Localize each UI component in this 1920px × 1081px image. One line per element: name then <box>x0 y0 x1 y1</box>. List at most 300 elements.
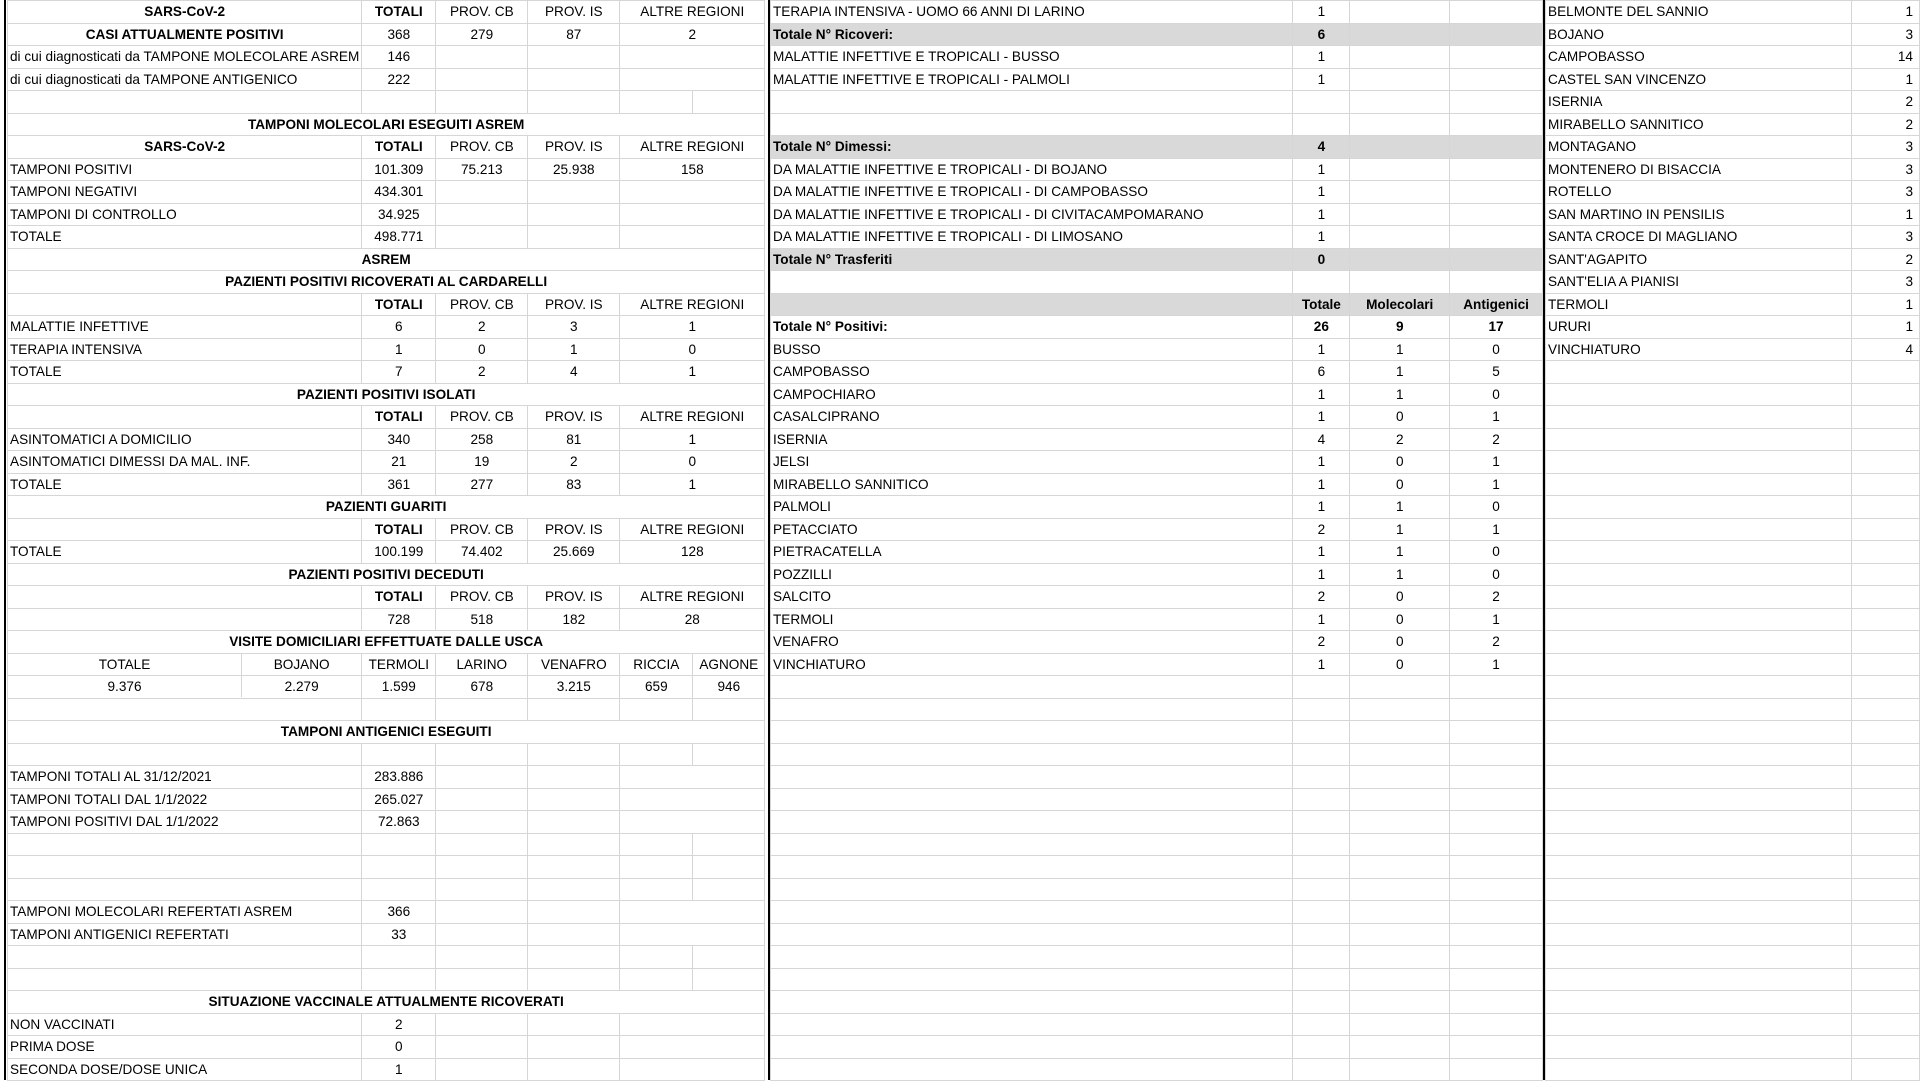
value-cell[interactable]: 158 <box>620 158 765 181</box>
value-cell[interactable] <box>620 1058 765 1081</box>
count-cell[interactable] <box>1852 676 1920 699</box>
row-label-cell[interactable]: di cui diagnosticati da TAMPONE ANTIGENICO <box>8 68 362 91</box>
value-cell[interactable] <box>620 68 765 91</box>
value-cell[interactable] <box>1293 946 1350 969</box>
value-cell[interactable]: 340 <box>362 428 436 451</box>
value-cell[interactable] <box>528 766 620 789</box>
value-cell[interactable]: 5 <box>1450 361 1543 384</box>
value-cell[interactable]: 100.199 <box>362 541 436 564</box>
value-cell[interactable]: 2 <box>620 23 765 46</box>
header-label-cell[interactable] <box>8 406 362 429</box>
value-cell[interactable]: 2 <box>1293 518 1350 541</box>
value-cell[interactable] <box>1450 1 1543 24</box>
empty-cell[interactable] <box>8 743 362 766</box>
count-cell[interactable] <box>1852 451 1920 474</box>
value-cell[interactable] <box>528 1036 620 1059</box>
municipality-cell[interactable]: URURI <box>1546 316 1852 339</box>
value-cell[interactable] <box>1350 136 1450 159</box>
row-label-cell[interactable]: SALCITO <box>771 586 1293 609</box>
empty-cell[interactable] <box>8 833 362 856</box>
usca-cell[interactable]: TOTALE <box>8 654 242 675</box>
row-label-cell[interactable]: Totale N° Dimessi: <box>771 136 1293 159</box>
value-cell[interactable]: 728 <box>362 608 436 631</box>
row-label-cell[interactable]: ASINTOMATICI A DOMICILIO <box>8 428 362 451</box>
row-label-cell[interactable] <box>771 698 1293 721</box>
usca-cell[interactable]: AGNONE <box>693 653 765 676</box>
value-cell[interactable] <box>620 46 765 69</box>
value-cell[interactable]: 17 <box>1450 316 1543 339</box>
count-cell[interactable]: 3 <box>1852 271 1920 294</box>
value-cell[interactable]: 1 <box>620 473 765 496</box>
header-label-cell[interactable] <box>8 518 362 541</box>
municipality-cell[interactable] <box>1546 631 1852 654</box>
value-cell[interactable] <box>620 1036 765 1059</box>
value-cell[interactable] <box>1293 878 1350 901</box>
municipality-cell[interactable]: CAMPOBASSO <box>1546 46 1852 69</box>
value-cell[interactable]: 0 <box>436 338 528 361</box>
value-cell[interactable] <box>1350 968 1450 991</box>
value-cell[interactable] <box>436 203 528 226</box>
value-cell[interactable]: 0 <box>620 451 765 474</box>
value-cell[interactable] <box>436 901 528 924</box>
value-cell[interactable]: 1 <box>620 361 765 384</box>
municipality-cell[interactable] <box>1546 653 1852 676</box>
empty-cell[interactable] <box>8 91 362 114</box>
header-cell[interactable]: ALTRE REGIONI <box>620 136 765 159</box>
value-cell[interactable]: 2 <box>1350 428 1450 451</box>
empty-cell[interactable] <box>620 878 693 901</box>
header-cell[interactable]: TOTALI <box>362 1 436 24</box>
municipality-cell[interactable] <box>1546 563 1852 586</box>
municipality-cell[interactable] <box>1546 361 1852 384</box>
empty-cell[interactable] <box>693 833 765 856</box>
value-cell[interactable] <box>1450 991 1543 1014</box>
empty-cell[interactable] <box>362 968 436 991</box>
value-cell[interactable]: 2 <box>1450 586 1543 609</box>
header-cell[interactable]: TOTALI <box>362 406 436 429</box>
row-label-cell[interactable]: DA MALATTIE INFETTIVE E TROPICALI - DI BOJANO <box>771 158 1293 181</box>
header-cell[interactable]: PROV. IS <box>528 293 620 316</box>
value-cell[interactable] <box>1350 1058 1450 1081</box>
row-label-cell[interactable] <box>771 788 1293 811</box>
value-cell[interactable] <box>1350 788 1450 811</box>
empty-cell[interactable] <box>436 743 528 766</box>
value-cell[interactable]: 1 <box>1293 1 1350 24</box>
row-label-cell[interactable]: TOTALE <box>8 226 362 249</box>
value-cell[interactable]: 9 <box>1350 316 1450 339</box>
value-cell[interactable]: 0 <box>620 338 765 361</box>
municipality-cell[interactable] <box>1546 473 1852 496</box>
count-cell[interactable]: 1 <box>1852 293 1920 316</box>
row-label-cell[interactable] <box>771 968 1293 991</box>
count-cell[interactable] <box>1852 406 1920 429</box>
value-cell[interactable]: 1 <box>1293 338 1350 361</box>
empty-cell[interactable] <box>620 968 693 991</box>
usca-cell[interactable]: BOJANO <box>273 656 330 672</box>
value-cell[interactable] <box>1350 23 1450 46</box>
value-cell[interactable] <box>620 226 765 249</box>
value-cell[interactable]: 0 <box>1293 248 1350 271</box>
municipality-cell[interactable] <box>1546 991 1852 1014</box>
value-cell[interactable]: 1 <box>1450 518 1543 541</box>
value-cell[interactable]: 74.402 <box>436 541 528 564</box>
row-label-cell[interactable]: Totale N° Ricoveri: <box>771 23 1293 46</box>
value-cell[interactable] <box>436 46 528 69</box>
section-title-cell[interactable]: VISITE DOMICILIARI EFFETTUATE DALLE USCA <box>8 631 765 654</box>
usca-cell[interactable]: 1.599 <box>362 676 436 699</box>
value-cell[interactable]: 518 <box>436 608 528 631</box>
value-cell[interactable] <box>528 181 620 204</box>
row-label-cell[interactable]: DA MALATTIE INFETTIVE E TROPICALI - DI LIMOSANO <box>771 226 1293 249</box>
value-cell[interactable]: Antigenici <box>1450 293 1543 316</box>
empty-cell[interactable] <box>620 743 693 766</box>
section-title-cell[interactable]: PAZIENTI POSITIVI DECEDUTI <box>8 563 765 586</box>
value-cell[interactable] <box>1450 1058 1543 1081</box>
count-cell[interactable] <box>1852 991 1920 1014</box>
municipality-cell[interactable]: SANTA CROCE DI MAGLIANO <box>1546 226 1852 249</box>
municipality-cell[interactable] <box>1546 856 1852 879</box>
value-cell[interactable]: 1 <box>1350 496 1450 519</box>
empty-cell[interactable] <box>362 856 436 879</box>
empty-cell[interactable] <box>436 91 528 114</box>
empty-cell[interactable] <box>362 743 436 766</box>
header-cell[interactable]: PROV. CB <box>436 1 528 24</box>
municipality-cell[interactable] <box>1546 788 1852 811</box>
row-label-cell[interactable]: TAMPONI POSITIVI DAL 1/1/2022 <box>8 811 362 834</box>
municipality-cell[interactable] <box>1546 676 1852 699</box>
empty-cell[interactable] <box>436 698 528 721</box>
value-cell[interactable]: 0 <box>1350 473 1450 496</box>
value-cell[interactable] <box>1450 1013 1543 1036</box>
value-cell[interactable] <box>620 923 765 946</box>
row-label-cell[interactable]: PETACCIATO <box>771 518 1293 541</box>
value-cell[interactable]: 2 <box>1293 586 1350 609</box>
value-cell[interactable]: 366 <box>362 901 436 924</box>
value-cell[interactable]: 26 <box>1293 316 1350 339</box>
row-label-cell[interactable]: TOTALE <box>8 473 362 496</box>
empty-cell[interactable] <box>620 698 693 721</box>
row-label-cell[interactable] <box>771 833 1293 856</box>
usca-cell[interactable]: LARINO <box>436 653 528 676</box>
value-cell[interactable] <box>1293 698 1350 721</box>
header-cell[interactable]: PROV. CB <box>436 293 528 316</box>
municipality-cell[interactable] <box>1546 833 1852 856</box>
value-cell[interactable]: 2 <box>1293 631 1350 654</box>
row-label-cell[interactable]: POZZILLI <box>771 563 1293 586</box>
empty-cell[interactable] <box>528 946 620 969</box>
value-cell[interactable]: 1 <box>620 428 765 451</box>
count-cell[interactable] <box>1852 833 1920 856</box>
header-label-cell[interactable] <box>8 293 362 316</box>
value-cell[interactable]: 146 <box>362 46 436 69</box>
row-label-cell[interactable] <box>771 1013 1293 1036</box>
value-cell[interactable]: 19 <box>436 451 528 474</box>
count-cell[interactable] <box>1852 1013 1920 1036</box>
empty-cell[interactable] <box>362 946 436 969</box>
row-label-cell[interactable] <box>771 91 1293 114</box>
row-label-cell[interactable] <box>771 721 1293 744</box>
value-cell[interactable] <box>1450 788 1543 811</box>
value-cell[interactable]: 1 <box>1293 541 1350 564</box>
empty-cell[interactable] <box>8 698 362 721</box>
municipality-cell[interactable] <box>1546 428 1852 451</box>
municipality-cell[interactable] <box>1546 743 1852 766</box>
value-cell[interactable]: 1 <box>1293 608 1350 631</box>
value-cell[interactable]: 1 <box>1350 518 1450 541</box>
value-cell[interactable]: 434.301 <box>362 181 436 204</box>
value-cell[interactable] <box>436 68 528 91</box>
value-cell[interactable]: 1 <box>1350 541 1450 564</box>
value-cell[interactable]: 0 <box>362 1036 436 1059</box>
row-label-cell[interactable]: TAMPONI TOTALI DAL 1/1/2022 <box>8 788 362 811</box>
row-label-cell[interactable]: VINCHIATURO <box>771 653 1293 676</box>
value-cell[interactable] <box>1350 698 1450 721</box>
value-cell[interactable] <box>1350 1 1450 24</box>
value-cell[interactable]: 34.925 <box>362 203 436 226</box>
municipality-cell[interactable] <box>1546 496 1852 519</box>
value-cell[interactable]: 0 <box>1450 496 1543 519</box>
empty-cell[interactable] <box>436 856 528 879</box>
count-cell[interactable]: 3 <box>1852 226 1920 249</box>
value-cell[interactable]: 3 <box>528 316 620 339</box>
value-cell[interactable]: 4 <box>1293 136 1350 159</box>
value-cell[interactable] <box>1293 1058 1350 1081</box>
value-cell[interactable] <box>1450 46 1543 69</box>
value-cell[interactable] <box>1350 1013 1450 1036</box>
value-cell[interactable] <box>1450 698 1543 721</box>
count-cell[interactable] <box>1852 518 1920 541</box>
row-label-cell[interactable]: TAMPONI DI CONTROLLO <box>8 203 362 226</box>
empty-cell[interactable] <box>528 91 620 114</box>
value-cell[interactable] <box>1350 676 1450 699</box>
count-cell[interactable]: 1 <box>1852 203 1920 226</box>
municipality-cell[interactable]: TERMOLI <box>1546 293 1852 316</box>
count-cell[interactable] <box>1852 878 1920 901</box>
municipality-cell[interactable]: VINCHIATURO <box>1546 338 1852 361</box>
value-cell[interactable] <box>1350 226 1450 249</box>
value-cell[interactable]: 0 <box>1350 608 1450 631</box>
value-cell[interactable]: 81 <box>528 428 620 451</box>
row-label-cell[interactable]: TERAPIA INTENSIVA <box>8 338 362 361</box>
header-cell[interactable]: PROV. CB <box>436 518 528 541</box>
empty-cell[interactable] <box>8 878 362 901</box>
value-cell[interactable]: 2 <box>362 1013 436 1036</box>
value-cell[interactable] <box>1450 901 1543 924</box>
value-cell[interactable]: 1 <box>1450 473 1543 496</box>
value-cell[interactable]: 0 <box>1350 406 1450 429</box>
count-cell[interactable] <box>1852 811 1920 834</box>
count-cell[interactable] <box>1852 631 1920 654</box>
municipality-cell[interactable]: CASTEL SAN VINCENZO <box>1546 68 1852 91</box>
value-cell[interactable]: 1 <box>1293 68 1350 91</box>
count-cell[interactable] <box>1852 946 1920 969</box>
value-cell[interactable] <box>528 68 620 91</box>
value-cell[interactable]: 2 <box>436 361 528 384</box>
row-label-cell[interactable]: CASI ATTUALMENTE POSITIVI <box>8 23 362 46</box>
value-cell[interactable] <box>1450 923 1543 946</box>
usca-cell-pair[interactable] <box>8 676 362 699</box>
municipality-cell[interactable]: ROTELLO <box>1546 181 1852 204</box>
value-cell[interactable] <box>436 766 528 789</box>
value-cell[interactable] <box>1450 766 1543 789</box>
value-cell[interactable]: 1 <box>1293 496 1350 519</box>
value-cell[interactable]: 128 <box>620 541 765 564</box>
value-cell[interactable]: 1 <box>1293 451 1350 474</box>
count-cell[interactable]: 3 <box>1852 158 1920 181</box>
municipality-cell[interactable] <box>1546 698 1852 721</box>
value-cell[interactable]: 21 <box>362 451 436 474</box>
value-cell[interactable] <box>1350 721 1450 744</box>
count-cell[interactable]: 1 <box>1852 68 1920 91</box>
count-cell[interactable]: 4 <box>1852 338 1920 361</box>
row-label-cell[interactable]: MALATTIE INFETTIVE E TROPICALI - BUSSO <box>771 46 1293 69</box>
value-cell[interactable]: 1 <box>362 338 436 361</box>
value-cell[interactable]: 1 <box>528 338 620 361</box>
usca-cell[interactable]: RICCIA <box>620 653 693 676</box>
header-label-cell[interactable]: SARS-CoV-2 <box>8 136 362 159</box>
value-cell[interactable] <box>1293 721 1350 744</box>
value-cell[interactable] <box>1350 46 1450 69</box>
value-cell[interactable] <box>1450 91 1543 114</box>
value-cell[interactable]: 0 <box>1450 563 1543 586</box>
value-cell[interactable] <box>1450 878 1543 901</box>
empty-cell[interactable] <box>620 946 693 969</box>
count-cell[interactable] <box>1852 968 1920 991</box>
row-label-cell[interactable] <box>771 113 1293 136</box>
count-cell[interactable]: 2 <box>1852 248 1920 271</box>
row-label-cell[interactable]: TAMPONI TOTALI AL 31/12/2021 <box>8 766 362 789</box>
header-cell[interactable]: PROV. IS <box>528 586 620 609</box>
value-cell[interactable]: 25.669 <box>528 541 620 564</box>
value-cell[interactable] <box>1293 923 1350 946</box>
row-label-cell[interactable] <box>771 901 1293 924</box>
value-cell[interactable] <box>436 811 528 834</box>
row-label-cell[interactable] <box>771 766 1293 789</box>
value-cell[interactable] <box>1293 271 1350 294</box>
value-cell[interactable]: 1 <box>1450 451 1543 474</box>
row-label-cell[interactable]: TAMPONI NEGATIVI <box>8 181 362 204</box>
value-cell[interactable]: 0 <box>1350 451 1450 474</box>
empty-cell[interactable] <box>693 856 765 879</box>
municipality-cell[interactable] <box>1546 586 1852 609</box>
municipality-cell[interactable] <box>1546 968 1852 991</box>
municipality-cell[interactable] <box>1546 518 1852 541</box>
empty-cell[interactable] <box>693 968 765 991</box>
value-cell[interactable]: 1 <box>1350 383 1450 406</box>
value-cell[interactable]: 2 <box>528 451 620 474</box>
usca-cell[interactable]: TERMOLI <box>362 653 436 676</box>
municipality-cell[interactable] <box>1546 541 1852 564</box>
empty-cell[interactable] <box>8 856 362 879</box>
value-cell[interactable] <box>1450 946 1543 969</box>
count-cell[interactable]: 1 <box>1852 1 1920 24</box>
header-cell[interactable]: TOTALI <box>362 136 436 159</box>
value-cell[interactable]: 33 <box>362 923 436 946</box>
value-cell[interactable]: 265.027 <box>362 788 436 811</box>
value-cell[interactable] <box>528 203 620 226</box>
value-cell[interactable] <box>620 203 765 226</box>
empty-cell[interactable] <box>528 856 620 879</box>
row-label-cell[interactable]: SECONDA DOSE/DOSE UNICA <box>8 1058 362 1081</box>
count-cell[interactable] <box>1852 856 1920 879</box>
row-label-cell[interactable]: PALMOLI <box>771 496 1293 519</box>
value-cell[interactable] <box>1450 856 1543 879</box>
value-cell[interactable]: 1 <box>1450 653 1543 676</box>
empty-cell[interactable] <box>436 833 528 856</box>
value-cell[interactable] <box>1350 833 1450 856</box>
count-cell[interactable] <box>1852 788 1920 811</box>
header-cell[interactable]: PROV. IS <box>528 1 620 24</box>
value-cell[interactable] <box>1350 68 1450 91</box>
value-cell[interactable]: 1 <box>1350 338 1450 361</box>
header-label-cell[interactable]: SARS-CoV-2 <box>8 1 362 24</box>
section-title-cell[interactable]: PAZIENTI POSITIVI RICOVERATI AL CARDARELLI <box>8 271 765 294</box>
municipality-cell[interactable]: BOJANO <box>1546 23 1852 46</box>
value-cell[interactable] <box>1450 226 1543 249</box>
row-label-cell[interactable] <box>771 991 1293 1014</box>
count-cell[interactable] <box>1852 1036 1920 1059</box>
value-cell[interactable] <box>1450 721 1543 744</box>
value-cell[interactable]: 283.886 <box>362 766 436 789</box>
municipality-cell[interactable] <box>1546 406 1852 429</box>
empty-cell[interactable] <box>693 91 765 114</box>
count-cell[interactable]: 2 <box>1852 113 1920 136</box>
value-cell[interactable] <box>620 181 765 204</box>
value-cell[interactable] <box>1450 1036 1543 1059</box>
value-cell[interactable] <box>1293 766 1350 789</box>
row-label-cell[interactable]: PIETRACATELLA <box>771 541 1293 564</box>
value-cell[interactable] <box>528 923 620 946</box>
row-label-cell[interactable]: PRIMA DOSE <box>8 1036 362 1059</box>
value-cell[interactable]: 1 <box>362 1058 436 1081</box>
value-cell[interactable] <box>1293 991 1350 1014</box>
row-label-cell[interactable] <box>771 1036 1293 1059</box>
row-label-cell[interactable]: MALATTIE INFETTIVE <box>8 316 362 339</box>
row-label-cell[interactable]: ASINTOMATICI DIMESSI DA MAL. INF. <box>8 451 362 474</box>
header-cell[interactable]: TOTALI <box>362 293 436 316</box>
value-cell[interactable]: 1 <box>1450 406 1543 429</box>
value-cell[interactable] <box>1293 811 1350 834</box>
count-cell[interactable] <box>1852 901 1920 924</box>
empty-cell[interactable] <box>693 878 765 901</box>
row-label-cell[interactable]: TOTALE <box>8 541 362 564</box>
count-cell[interactable] <box>1852 473 1920 496</box>
row-label-cell[interactable]: CAMPOBASSO <box>771 361 1293 384</box>
value-cell[interactable] <box>1350 158 1450 181</box>
value-cell[interactable]: 1 <box>1293 563 1350 586</box>
value-cell[interactable]: 75.213 <box>436 158 528 181</box>
empty-cell[interactable] <box>362 833 436 856</box>
value-cell[interactable]: 1 <box>1293 46 1350 69</box>
usca-cell[interactable]: 2.279 <box>284 679 319 695</box>
empty-cell[interactable] <box>620 91 693 114</box>
value-cell[interactable] <box>528 46 620 69</box>
count-cell[interactable] <box>1852 653 1920 676</box>
usca-cell[interactable]: 678 <box>436 676 528 699</box>
header-cell[interactable]: PROV. IS <box>528 406 620 429</box>
count-cell[interactable] <box>1852 361 1920 384</box>
value-cell[interactable]: 0 <box>1350 653 1450 676</box>
value-cell[interactable]: 277 <box>436 473 528 496</box>
usca-cell[interactable]: 9.376 <box>8 676 242 697</box>
empty-cell[interactable] <box>8 968 362 991</box>
value-cell[interactable]: Totale <box>1293 293 1350 316</box>
value-cell[interactable] <box>620 901 765 924</box>
value-cell[interactable] <box>1350 878 1450 901</box>
count-cell[interactable] <box>1852 743 1920 766</box>
row-label-cell[interactable]: JELSI <box>771 451 1293 474</box>
value-cell[interactable] <box>436 181 528 204</box>
